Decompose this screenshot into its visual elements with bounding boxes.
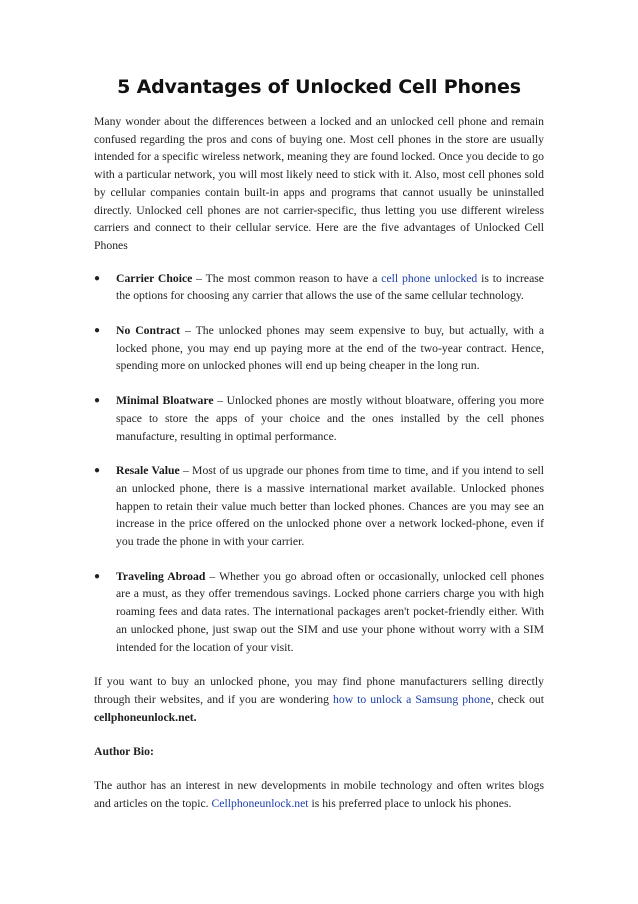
- cell-phone-unlocked-link[interactable]: cell phone unlocked: [381, 271, 478, 285]
- advantages-list: [94, 270, 544, 657]
- advantage-text: – The unlocked phones may seem expensive to buy, but actually, with a locked phone, you may end up paying more at the end of the two-year contract. Hence, spending more on unlocked phones will end up being cheaper in the long run.: [116, 324, 545, 373]
- bullet-icon: ●: [94, 325, 101, 337]
- list-item-minimal-bloatware: [94, 392, 544, 445]
- page-title: 5 Advantages of Unlocked Cell Phones: [117, 76, 521, 98]
- how-to-unlock-samsung-link[interactable]: how to unlock a Samsung phone: [333, 692, 491, 706]
- term-resale-value: Resale Value: [116, 464, 180, 478]
- bullet-icon: ●: [94, 465, 101, 477]
- advantage-text: is to increase the options for choosing any carrier that allows the use of the same cellular technology.: [116, 271, 544, 303]
- advantage-text: – Unlocked phones are mostly without bloatware, offering you more space to store the apps of your choice and the ones installed by the cell phones manufacture, resulting in optimal performance.: [116, 394, 544, 443]
- site-name: cellphoneunlock.net.: [94, 710, 197, 724]
- bio-text: The author has an interest in new developments in mobile technology and often writes blogs and articles on the topic.: [94, 779, 544, 810]
- bullet-icon: ●: [94, 395, 101, 407]
- list-item-resale-value: [94, 462, 544, 551]
- author-bio-paragraph: [94, 777, 544, 812]
- term-minimal-bloatware: Minimal Bloatware: [116, 394, 214, 408]
- term-no-contract: No Contract: [116, 324, 181, 338]
- closing-paragraph: [94, 673, 544, 726]
- advantage-text: – Whether you go abroad often or occasionally, unlocked cell phones are a must, as they offer tremendous savings. Locked phone carriers charge you with high roaming fees and data rates. The international packages aren't pocket-friendly either. With an unlocked phone, just swap out the SIM and use your phone without worry with a SIM intended for the location of your visit.: [116, 569, 544, 654]
- advantage-text: – Most of us upgrade our phones from time to time, and if you intend to sell an unlocked phone, there is a massive international market available. Unlocked phones happen to retain their value much better than locked phones. Chances are you may see an increase in the price offered on the unlocked phone over a network locked-phone, even if you trade the phone in with your carrier.: [116, 464, 544, 549]
- cellphoneunlock-link[interactable]: Cellphoneunlock.net: [211, 796, 309, 810]
- closing-text: If you want to buy an unlocked phone, you may find phone manufacturers selling directly through their websites, and if you are wondering: [94, 675, 544, 706]
- bullet-icon: ●: [94, 570, 101, 582]
- list-item-carrier-choice: [94, 270, 544, 305]
- term-traveling-abroad: Traveling Abroad: [116, 569, 206, 583]
- term-carrier-choice: Carrier Choice: [116, 271, 193, 285]
- intro-paragraph: Many wonder about the differences between a locked and an unlocked cell phone and remain confused regarding the pros and cons of buying one. Most cell phones in the store are usually intended for a specific wireless network, meaning they are found locked. Once you decide to go with a particular network, you will most likely need to stick with it. Also, most cell phones sold by cellular companies contain built-in apps and programs that cannot usually be uninstalled directly. Unlocked cell phones are not carrier-specific, thus letting you use different wireless carriers and connect to their cellular service. Here are the five advantages of Unlocked Cell Phones: [94, 115, 544, 252]
- list-item-no-contract: [94, 322, 544, 375]
- bio-text: is his preferred place to unlock his phones.: [308, 796, 512, 810]
- bullet-icon: ●: [94, 272, 101, 284]
- advantage-text: – The most common reason to have a: [192, 271, 382, 285]
- list-item-traveling-abroad: [94, 568, 544, 657]
- closing-text: , check out: [490, 692, 545, 706]
- author-bio-heading: Author Bio:: [94, 745, 154, 759]
